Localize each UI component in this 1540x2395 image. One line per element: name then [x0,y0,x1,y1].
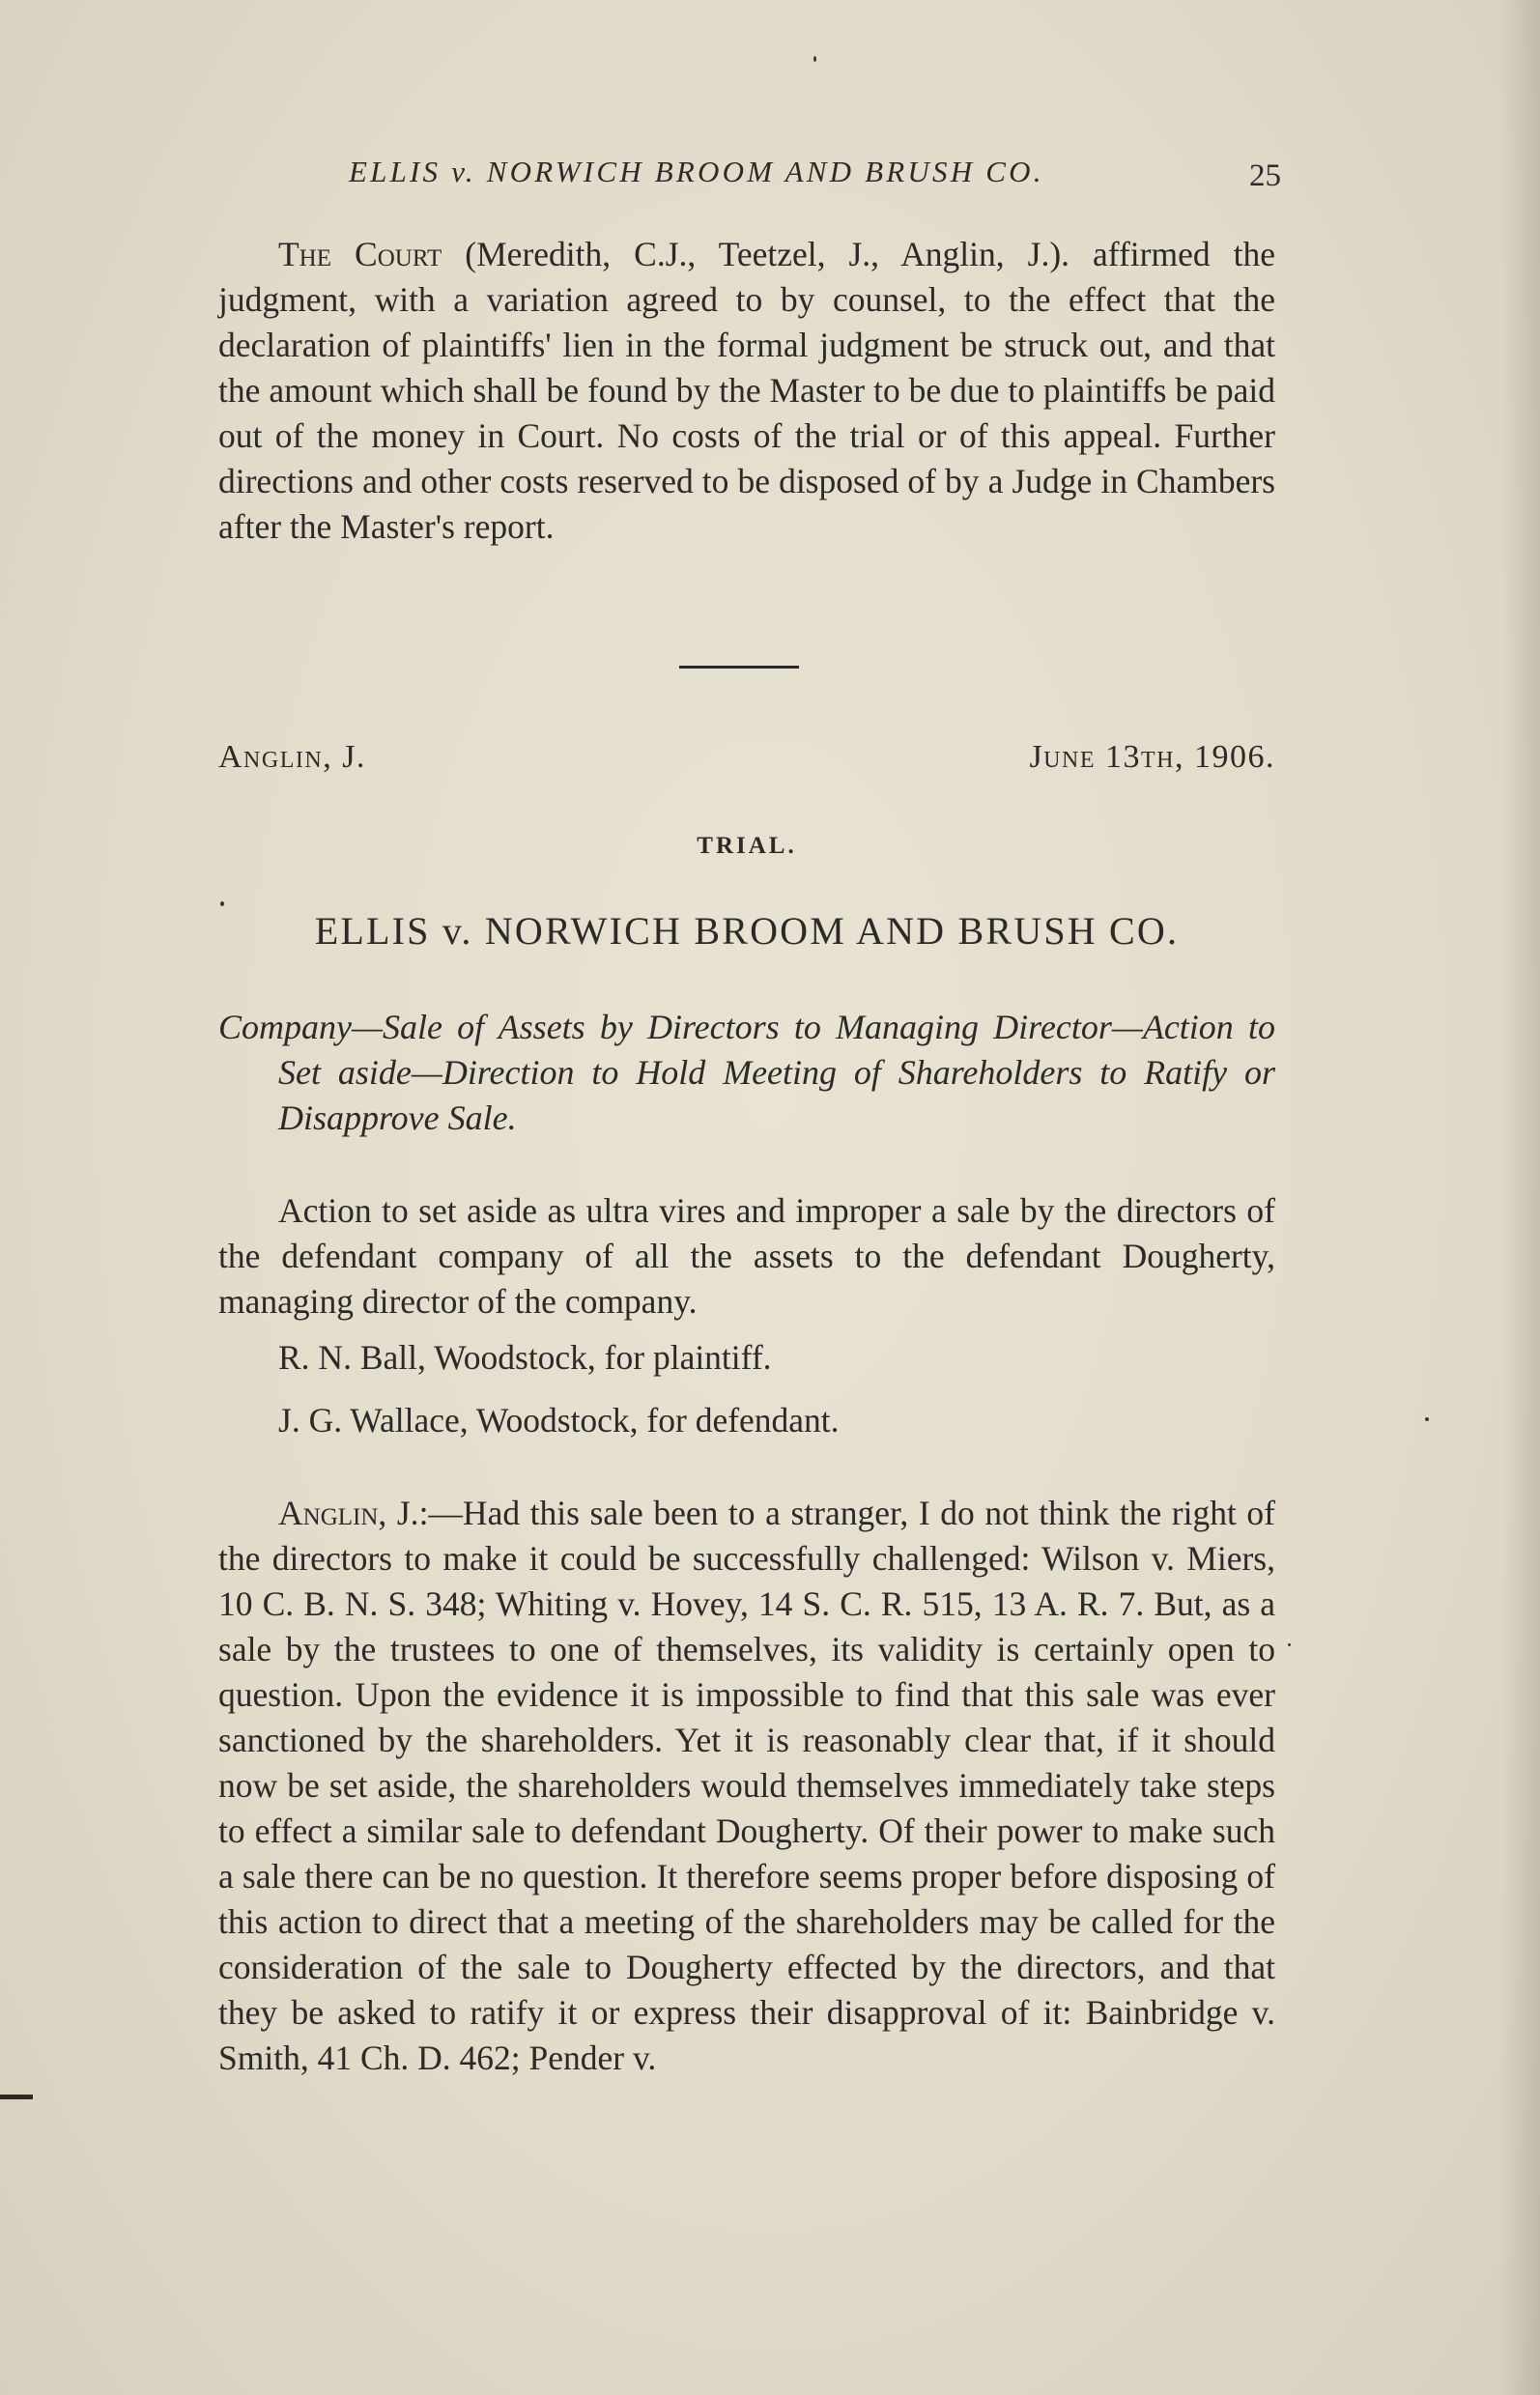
plaintiff-counsel: R. N. Ball, Woodstock, for plaintiff. [278,1338,772,1377]
ink-speck [1288,1643,1291,1646]
case-title: ELLIS v. NORWICH BROOM AND BRUSH CO. [314,909,1180,953]
court-label: The Court [278,235,442,273]
section-divider [679,666,799,669]
page-edge-shadow [1501,0,1540,2395]
ink-speck [1425,1417,1429,1421]
defendant-counsel: J. G. Wallace, Woodstock, for defendant. [278,1401,840,1440]
action-summary: Action to set aside as ultra vires and improper a sale by the directors of the defendant company of all the assets to the defendant Dougherty, managing director of the company. [218,1191,1275,1321]
judge-name: Anglin, J. [218,739,366,775]
judgment-judge-label: Anglin, J. [278,1494,419,1532]
page-number: 25 [1249,158,1281,193]
ink-speck [813,56,816,62]
proceeding-label: TRIAL. [697,833,797,859]
headnote: Company—Sale of Assets by Directors to Managing Director—Action to Set aside—Direction to Hold Meeting of Shareholders to Ratify or Disapprove Sale. [218,1008,1275,1137]
decision-date: June 13th, 1906. [1029,739,1275,775]
margin-mark [0,2095,33,2099]
ink-speck [220,901,224,906]
running-header [218,155,1281,203]
judgment-text: :—Had this sale been to a stranger, I do not think the right of the directors to make it could be successfully challenged: Wilson v. Miers, 10 C. B. N. S. 348; Whiting v. Hovey, 14 S. C. R. 515, 13 A. R. 7. But, as a sale by the trustees to one of themselves, its validity is certainly open to question. Upon the evidence it is impossible to find that this sale was ever sanctioned by the shareholders. Yet it is reasonably clear that, if it should now be set aside, the shareholders would themselves immediately take steps to effect a similar sale to defendant Dougherty. Of their power to make such a sale there can be no question. It therefore seems proper before disposing of this action to direct that a meeting of the shareholders may be called for the consideration of the sale to Dougherty effected by the directors, and that they be asked to ratify it or express their disapproval of it: Bainbridge v. Smith, 41 Ch. D. 462; Pender v. [218,1494,1276,2077]
running-title: ELLIS v. NORWICH BROOM AND BRUSH CO. [349,155,1044,188]
prior-judgment-paragraph [218,232,1275,550]
judgment-paragraph [218,1491,1275,2081]
case-header-line [218,739,1275,787]
prior-judgment-text: (Meredith, C.J., Teetzel, J., Anglin, J.). affirmed the judgment, with a variation agreed to by counsel, to the effect that the declaration of plaintiffs' lien in the formal judgment be struck out, and that the amount which shall be found by the Master to be due to plaintiffs be paid out of the money in Court. No costs of the trial or of this appeal. Further directions and other costs reserved to be disposed of by a Judge in Chambers after the Master's report. [218,235,1275,546]
